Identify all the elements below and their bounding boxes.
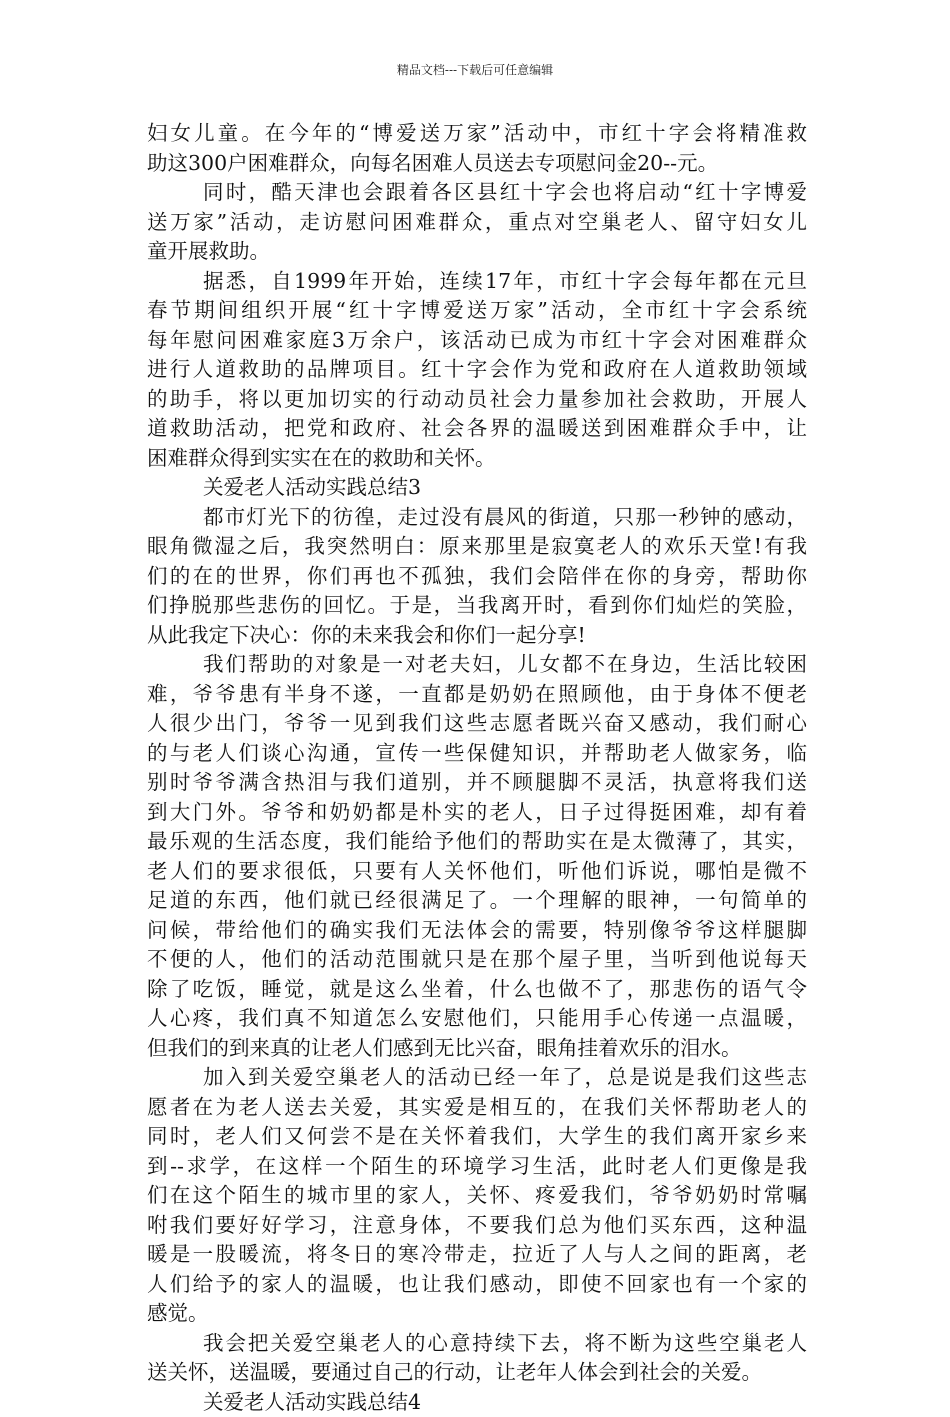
text-line: 据悉，自1999年开始，连续17年，市红十字会每年都在元旦 [147,267,807,297]
text-line: 暖是一股暖流，将冬日的寒冷带走，拉近了人与人之间的距离，老 [147,1240,807,1270]
text-line: 人很少出门，爷爷一见到我们这些志愿者既兴奋又感动，我们耐心 [147,709,807,739]
text-line: 眼角微湿之后，我突然明白：原来那里是寂寞老人的欢乐天堂!有我 [147,532,807,562]
text-line: 的助手，将以更加切实的行动动员社会力量参加社会救助，开展人 [147,385,807,415]
text-line: 愿者在为老人送去关爱，其实爱是相互的，在我们关怀帮助老人的 [147,1093,807,1123]
text-line: 除了吃饭，睡觉，就是这么坐着，什么也做不了，那悲伤的语气令 [147,975,807,1005]
text-line: 每年慰问困难家庭3万余户，该活动已成为市红十字会对困难群众 [147,326,807,356]
text-line: 不便的人，他们的活动范围就只是在那个屋子里，当听到他说每天 [147,945,807,975]
text-line: 咐我们要好好学习，注意身体，不要我们总为他们买东西，这种温 [147,1211,807,1241]
text-line: 们的在的世界，你们再也不孤独，我们会陪伴在你的身旁，帮助你 [147,562,807,592]
text-line: 送万家”活动，走访慰问困难群众，重点对空巢老人、留守妇女儿 [147,208,807,238]
text-line: 感觉。 [147,1299,807,1329]
document-body [147,119,807,1417]
text-line: 关爱老人活动实践总结3 [147,473,807,503]
text-line: 足道的东西，他们就已经很满足了。一个理解的眼神，一句简单的 [147,886,807,916]
text-line: 人心疼，我们真不知道怎么安慰他们，只能用手心传递一点温暖， [147,1004,807,1034]
text-line: 困难群众得到实实在在的救助和关怀。 [147,444,807,474]
text-line: 关爱老人活动实践总结4 [147,1388,807,1417]
text-line: 我会把关爱空巢老人的心意持续下去，将不断为这些空巢老人 [147,1329,807,1359]
text-line: 道救助活动，把党和政府、社会各界的温暖送到困难群众手中，让 [147,414,807,444]
text-line: 老人们的要求很低，只要有人关怀他们，听他们诉说，哪怕是微不 [147,857,807,887]
text-line: 我们帮助的对象是一对老夫妇，儿女都不在身边，生活比较困 [147,650,807,680]
text-line: 人们给予的家人的温暖，也让我们感动，即使不回家也有一个家的 [147,1270,807,1300]
text-line: 都市灯光下的彷徨，走过没有晨风的街道，只那一秒钟的感动， [147,503,807,533]
text-line: 难，爷爷患有半身不遂，一直都是奶奶在照顾他，由于身体不便老 [147,680,807,710]
text-line: 别时爷爷满含热泪与我们道别，并不顾腿脚不灵活，执意将我们送 [147,768,807,798]
text-line: 到--求学，在这样一个陌生的环境学习生活，此时老人们更像是我 [147,1152,807,1182]
text-line: 从此我定下决心：你的未来我会和你们一起分享! [147,621,807,651]
text-line: 们在这个陌生的城市里的家人，关怀、疼爱我们，爷爷奶奶时常嘱 [147,1181,807,1211]
text-line: 问候，带给他们的确实我们无法体会的需要，特别像爷爷这样腿脚 [147,916,807,946]
text-line: 到大门外。爷爷和奶奶都是朴实的老人，日子过得挺困难，却有着 [147,798,807,828]
page-header: 精品文档---下载后可任意编辑 [0,62,950,78]
text-line: 进行人道救助的品牌项目。红十字会作为党和政府在人道救助领域 [147,355,807,385]
text-line: 最乐观的生活态度，我们能给予他们的帮助实在是太微薄了，其实， [147,827,807,857]
text-line: 助这300户困难群众，向每名困难人员送去专项慰问金20--元。 [147,149,807,179]
text-line: 们挣脱那些悲伤的回忆。于是，当我离开时，看到你们灿烂的笑脸， [147,591,807,621]
text-line: 童开展救助。 [147,237,807,267]
text-line: 同时，老人们又何尝不是在关怀着我们，大学生的我们离开家乡来 [147,1122,807,1152]
text-line: 加入到关爱空巢老人的活动已经一年了，总是说是我们这些志 [147,1063,807,1093]
text-line: 但我们的到来真的让老人们感到无比兴奋，眼角挂着欢乐的泪水。 [147,1034,807,1064]
text-line: 春节期间组织开展“红十字博爱送万家”活动，全市红十字会系统 [147,296,807,326]
text-line: 送关怀，送温暖，要通过自己的行动，让老年人体会到社会的关爱。 [147,1358,807,1388]
text-line: 的与老人们谈心沟通，宣传一些保健知识，并帮助老人做家务，临 [147,739,807,769]
text-line: 妇女儿童。在今年的“博爱送万家”活动中，市红十字会将精准救 [147,119,807,149]
text-line: 同时，酷天津也会跟着各区县红十字会也将启动“红十字博爱 [147,178,807,208]
